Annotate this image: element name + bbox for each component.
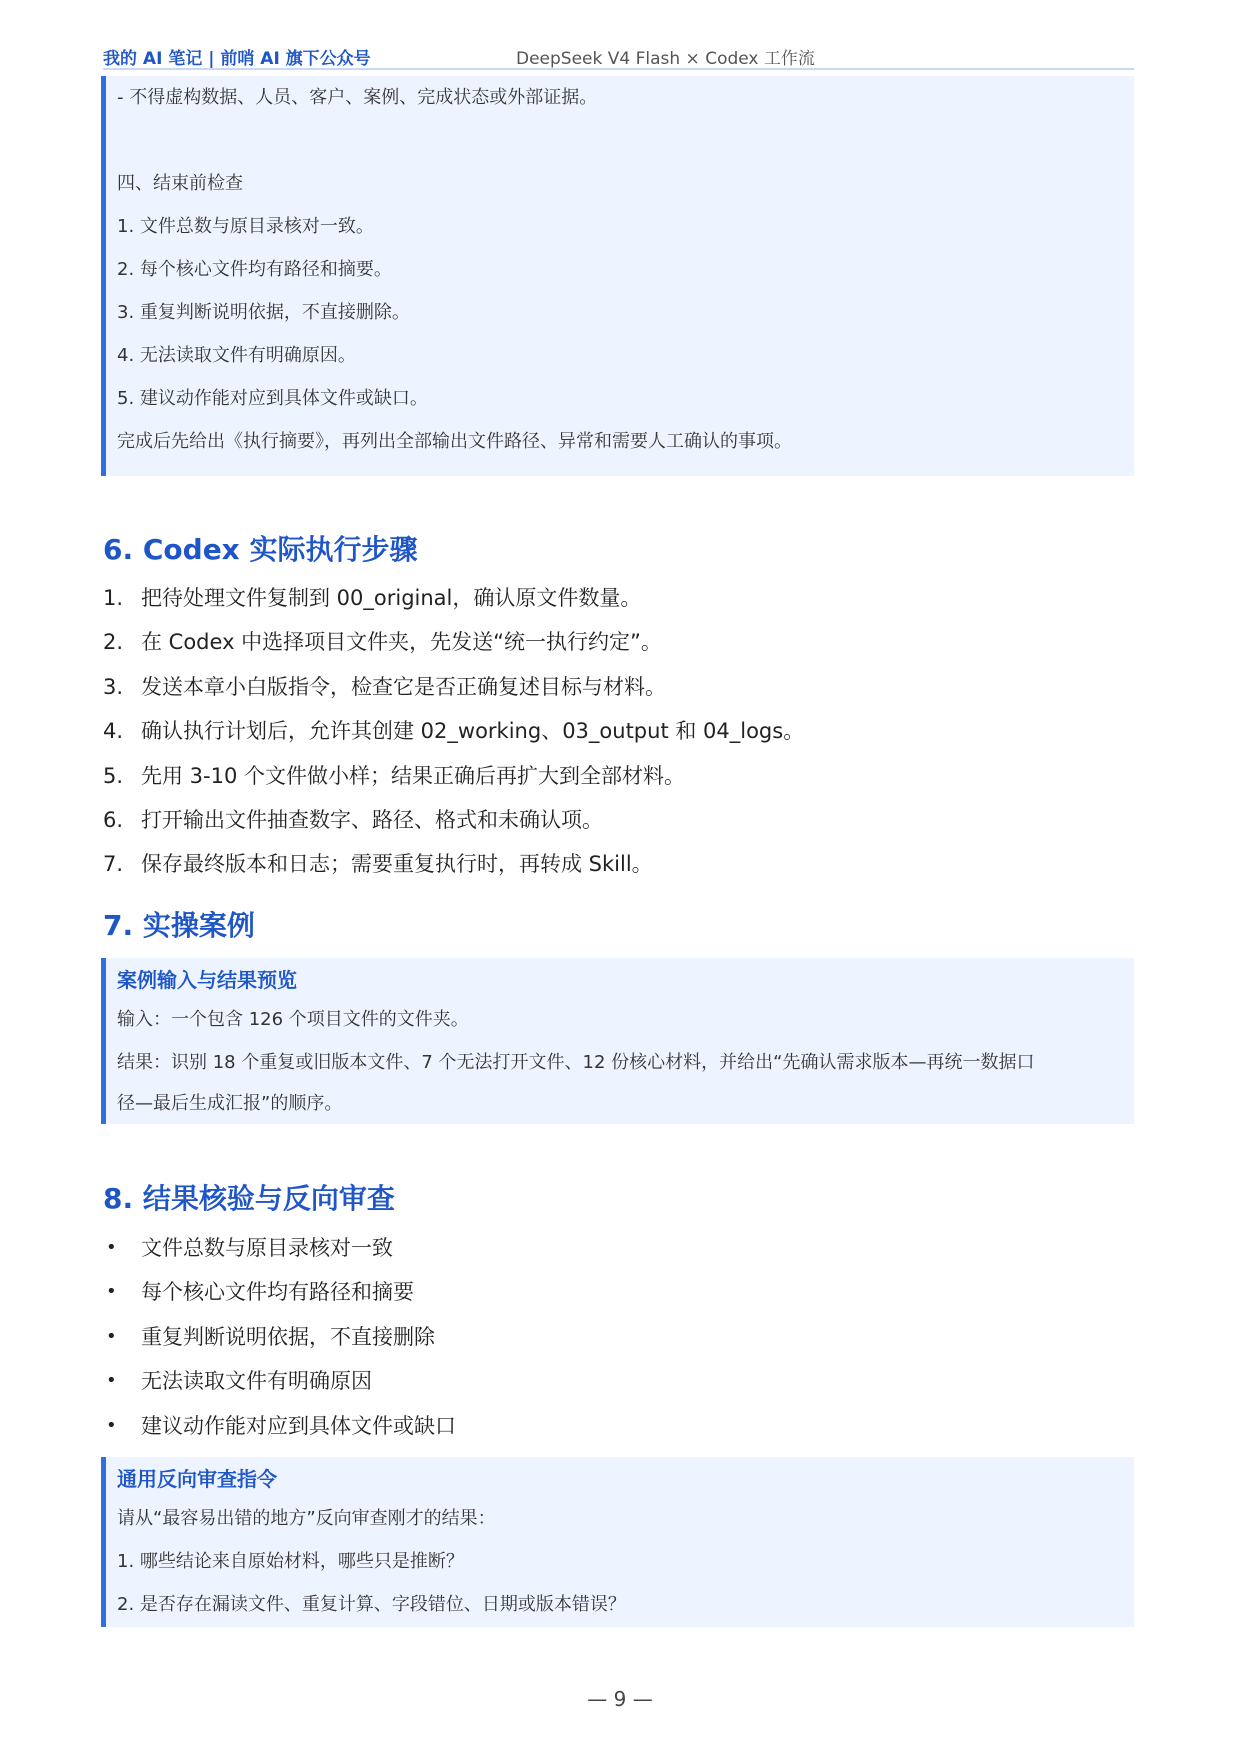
list-item (103, 1226, 1134, 1270)
check-list (103, 1226, 1134, 1448)
list-item (103, 842, 1134, 886)
step-text: 把待处理文件复制到 00_original，确认原文件数量。 (141, 586, 642, 610)
page-number: — 9 — (587, 1687, 653, 1711)
box-line: 完成后先给出《执行摘要》，再列出全部输出文件路径、异常和需要人工确认的事项。 (117, 431, 792, 452)
box-line: 2. 是否存在漏读文件、重复计算、字段错位、日期或版本错误？ (117, 1594, 626, 1615)
box-line: 输入：一个包含 126 个项目文件的文件夹。 (117, 1009, 469, 1030)
case-box-title: 案例输入与结果预览 (117, 968, 297, 992)
list-item (103, 1270, 1134, 1314)
page-header (103, 40, 1134, 70)
box-line: 结果：识别 18 个重复或旧版本文件、7 个无法打开文件、12 份核心材料，并给出“先确认需求版本—再统一数据口 (117, 1052, 1035, 1073)
box-line-blank (117, 119, 1134, 162)
box-line: 4. 无法读取文件有明确原因。 (117, 345, 356, 366)
document-title: DeepSeek V4 Flash × Codex 工作流 (516, 49, 815, 69)
steps-list (103, 576, 1134, 887)
box-line: 5. 建议动作能对应到具体文件或缺口。 (117, 388, 428, 409)
review-box-title: 通用反向审查指令 (117, 1467, 277, 1491)
list-item (103, 1315, 1134, 1359)
brand-label: 我的 AI 笔记 | 前哨 AI 旗下公众号 (103, 49, 371, 69)
list-item (103, 709, 1134, 753)
list-item (103, 1404, 1134, 1448)
box-line: 请从“最容易出错的地方”反向审查刚才的结果： (117, 1508, 496, 1529)
bullet: • (106, 1281, 117, 1303)
step-text: 保存最终版本和日志；需要重复执行时，再转成 Skill。 (141, 852, 653, 877)
instruction-box (101, 76, 1134, 476)
bullet-text: 重复判断说明依据，不直接删除 (141, 1324, 435, 1349)
step-text: 发送本章小白版指令，检查它是否正确复述目标与材料。 (141, 674, 666, 699)
review-box (101, 1457, 1134, 1627)
step-number: 6. (103, 807, 124, 832)
box-line: 2. 每个核心文件均有路径和摘要。 (117, 259, 392, 280)
step-number: 7. (103, 852, 124, 877)
box-line: 1. 文件总数与原目录核对一致。 (117, 216, 374, 237)
step-number: 2. (103, 630, 124, 655)
step-text: 确认执行计划后，允许其创建 02_working、03_output 和 04_logs。 (141, 719, 805, 744)
bullet: • (106, 1370, 117, 1392)
step-text: 先用 3-10 个文件做小样；结果正确后再扩大到全部材料。 (141, 763, 686, 788)
step-text: 在 Codex 中选择项目文件夹，先发送“统一执行约定”。 (141, 630, 662, 655)
box-line: 四、结束前检查 (117, 173, 243, 194)
list-item (103, 754, 1134, 798)
bullet-text: 无法读取文件有明确原因 (141, 1369, 372, 1394)
bullet: • (106, 1414, 117, 1436)
section-heading-8: 8. 结果核验与反向审查 (103, 1182, 395, 1215)
box-line: - 不得虚构数据、人员、客户、案例、完成状态或外部证据。 (117, 87, 598, 108)
bullet: • (106, 1237, 117, 1258)
list-item (103, 576, 1134, 620)
step-number: 4. (103, 719, 124, 744)
step-number: 5. (103, 763, 124, 788)
box-line: 径—最后生成汇报”的顺序。 (117, 1093, 343, 1114)
bullet-text: 建议动作能对应到具体文件或缺口 (141, 1413, 456, 1438)
box-line: 1. 哪些结论来自原始材料，哪些只是推断？ (117, 1551, 464, 1572)
case-box (101, 958, 1134, 1124)
bullet: • (106, 1325, 117, 1347)
step-number: 1. (103, 586, 124, 610)
list-item (103, 798, 1134, 842)
section-heading-7: 7. 实操案例 (103, 909, 255, 942)
bullet-text: 文件总数与原目录核对一致 (141, 1236, 393, 1260)
step-number: 3. (103, 674, 124, 699)
step-text: 打开输出文件抽查数字、路径、格式和未确认项。 (141, 807, 603, 832)
bullet-text: 每个核心文件均有路径和摘要 (141, 1280, 414, 1305)
box-line: 3. 重复判断说明依据，不直接删除。 (117, 302, 410, 323)
list-item (103, 665, 1134, 709)
section-heading-6: 6. Codex 实际执行步骤 (103, 533, 418, 566)
list-item (103, 1359, 1134, 1403)
list-item (103, 620, 1134, 664)
